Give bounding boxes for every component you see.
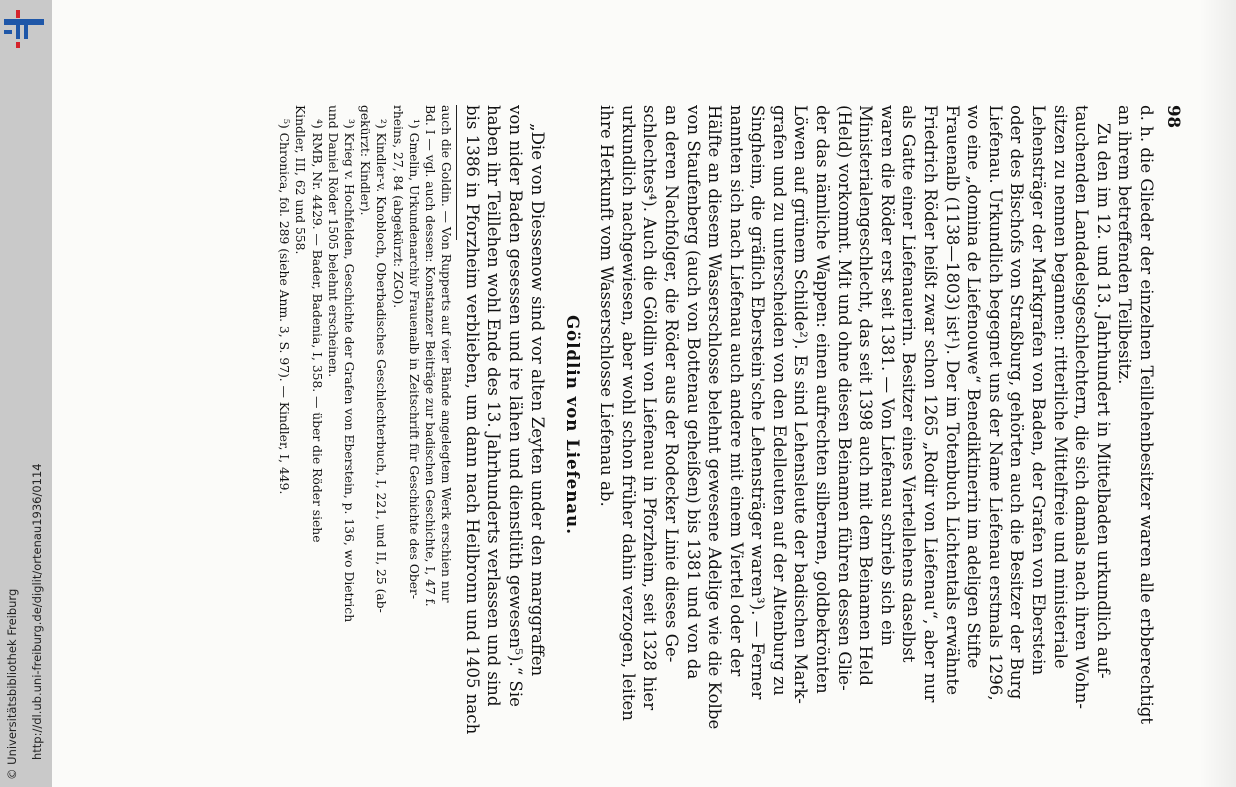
text-line: Ministerialengeschlecht, das seit 1398 auch mit dem Beinamen Held: [856, 105, 876, 686]
text-line: „Die von Diessenow sind vor alten Zeyten under den marggraffen: [527, 123, 547, 677]
source-url[interactable]: http://dl.ub.uni-freiburg.de/diglit/ortenau1936/0114: [30, 463, 44, 760]
library-logo-icon: [2, 8, 44, 50]
viewer-sidebar: [0, 0, 52, 787]
paragraph-1: [1114, 105, 1157, 745]
text-line: Liefenau. Urkundlich begegnet uns der Name Liefenau erstmals 1296,: [985, 105, 1005, 701]
paragraph-2: [596, 105, 1114, 745]
page-edge-shadow: [1200, 0, 1236, 787]
text-line: Lehensträger der Markgrafen von Baden, der Grafen von Eberstein: [1029, 105, 1049, 676]
text-line: sitzen zu nennen begannen: ritterliche Mittelfreie und ministeriale: [1050, 105, 1070, 669]
footnote-line: ⁴) RMB, Nr. 4429. — Bader, Badenia, I, 358. — über die Röder siehe: [309, 119, 324, 543]
footnote-line: gekürzt: Kindler).: [358, 105, 373, 216]
text-line: schlechtes⁴). Auch die Göldlin von Liefenau in Pforzheim, seit 1328 hier: [640, 105, 660, 711]
text-line: Zu den im 12. und 13. Jahrhundert in Mittelbaden urkundlich auf-: [1093, 123, 1113, 679]
page-number: 98: [1164, 105, 1184, 129]
footnote-line: rheins, 27, 84 (abgekürzt: ZGO).: [390, 105, 405, 309]
footnote-line: Kindler, III, 62 und 558.: [293, 105, 308, 255]
text-line: grafen und zu unterscheiden von den Edelleuten auf der Altenburg zu: [769, 105, 789, 696]
footnote-line: ³) Krieg v. Hochfelden, Geschichte der Grafen von Eberstein, p. 136, wo Dietrich: [342, 119, 357, 623]
text-line: an ihrem betreffenden Teilbesitz.: [1115, 105, 1135, 385]
footnotes: [276, 105, 454, 745]
text-line: Friedrich Röder heißt zwar schon 1265 „Rodir von Liefenau“, aber nur: [921, 105, 941, 703]
text-line: Frauenalb (1138—1803) ist¹). Der im Totenbuch Lichtentals erwähnte: [942, 105, 962, 696]
text-line: Löwen auf grünem Schilde²). Es sind Lehensleute der badischen Mark-: [791, 105, 811, 704]
text-line: bis 1386 in Pforzheim verblieben, um dann nach Heilbronn und 1405 nach: [462, 105, 482, 735]
text-line: d. h. die Glieder der einzelnen Teillehenbesitzer waren alle erbberechtigt: [1137, 105, 1156, 725]
text-line: ihre Herkunft vom Wasserschlosse Liefenau ab.: [597, 105, 617, 507]
paragraph-3: [461, 105, 547, 745]
text-line: tauchenden Landadelsgeschlechtern, die sich damals nach ihren Wohn-: [1072, 105, 1092, 710]
text-line: an deren Nachfolger, die Röder aus der Rodecker Linie dieses Ge-: [661, 105, 681, 663]
text-line: Hälfte an diesem Wasserschlosse belehnt gewesene Adelige wie die Kolbe: [705, 105, 725, 730]
text-line: oder des Bischofs von Straßburg, gehörten auch die Besitzer der Burg: [1007, 105, 1027, 700]
section-heading: Göldlin von Liefenau.: [562, 314, 583, 536]
text-line: wo eine „domina de Liefenouwe“ Benediktinerin im adeligen Stifte: [964, 105, 984, 669]
text-line: Singheim, die gräflich Eberstein'sche Lehensträger waren³). — Ferner: [748, 105, 768, 700]
text-line: von Staufenberg (auch von Bottenau geheißen) bis 1381 und von da: [683, 105, 703, 680]
footnote-line: auch die Goldin. — Von Rupperts auf vier Bände angelegtem Werk erschien nur: [439, 105, 454, 603]
footnote-line: ¹) Gmelin, Urkundenarchiv Frauenalb in Zeitschrift für Geschichte des Ober-: [406, 119, 421, 600]
text-line: nannten sich nach Liefenau auch andere mit einem Viertel oder der: [726, 105, 746, 677]
text-line: (Held) vorkommt. Mit und ohne diesen Beinamen führen dessen Glie-: [834, 105, 854, 691]
footnote-line: ⁵) Chronica, fol. 289 (siehe Anm. 3, S. 97). — Kindler, I, 449.: [277, 119, 292, 495]
footnote-line: Bd. I — vgl. auch dessen: Konstanzer Beiträge zur badischen Geschichte, I, 47 f.: [423, 105, 437, 607]
footnote-divider: [456, 105, 457, 240]
footnote-line: und Daniel Röder 1505 belehnt erscheinen.: [325, 105, 340, 378]
copyright-notice: © Universitätsbibliothek Freiburg: [5, 588, 19, 780]
text-line: als Gatte einer Liefenauerin. Besitzer eines Viertellehens daselbst: [899, 105, 919, 663]
text-line: der das nämliche Wappen: einen aufrechten silbernen, goldbekrönten: [813, 105, 833, 694]
page-content-rotated: [95, 105, 1185, 745]
text-line: urkundlich nachgewiesen, aber wohl schon früher dahin verzogen, leiten: [618, 105, 638, 721]
footnote-line: ²) Kindler-v. Knobloch, Oberbadisches Geschlechterbuch, I, 221, und II, 25 (ab-: [374, 119, 389, 613]
text-line: waren die Röder erst seit 1381. — Von Liefenau schrieb sich ein: [877, 105, 897, 646]
text-line: haben ihr Teillehen wohl Ende des 13. Jahrhunderts verlassen und sind: [484, 105, 504, 707]
text-line: von nider Baden gesessen und ire lähen und dienstlüth gewesen⁵).“ Sie: [505, 105, 525, 707]
